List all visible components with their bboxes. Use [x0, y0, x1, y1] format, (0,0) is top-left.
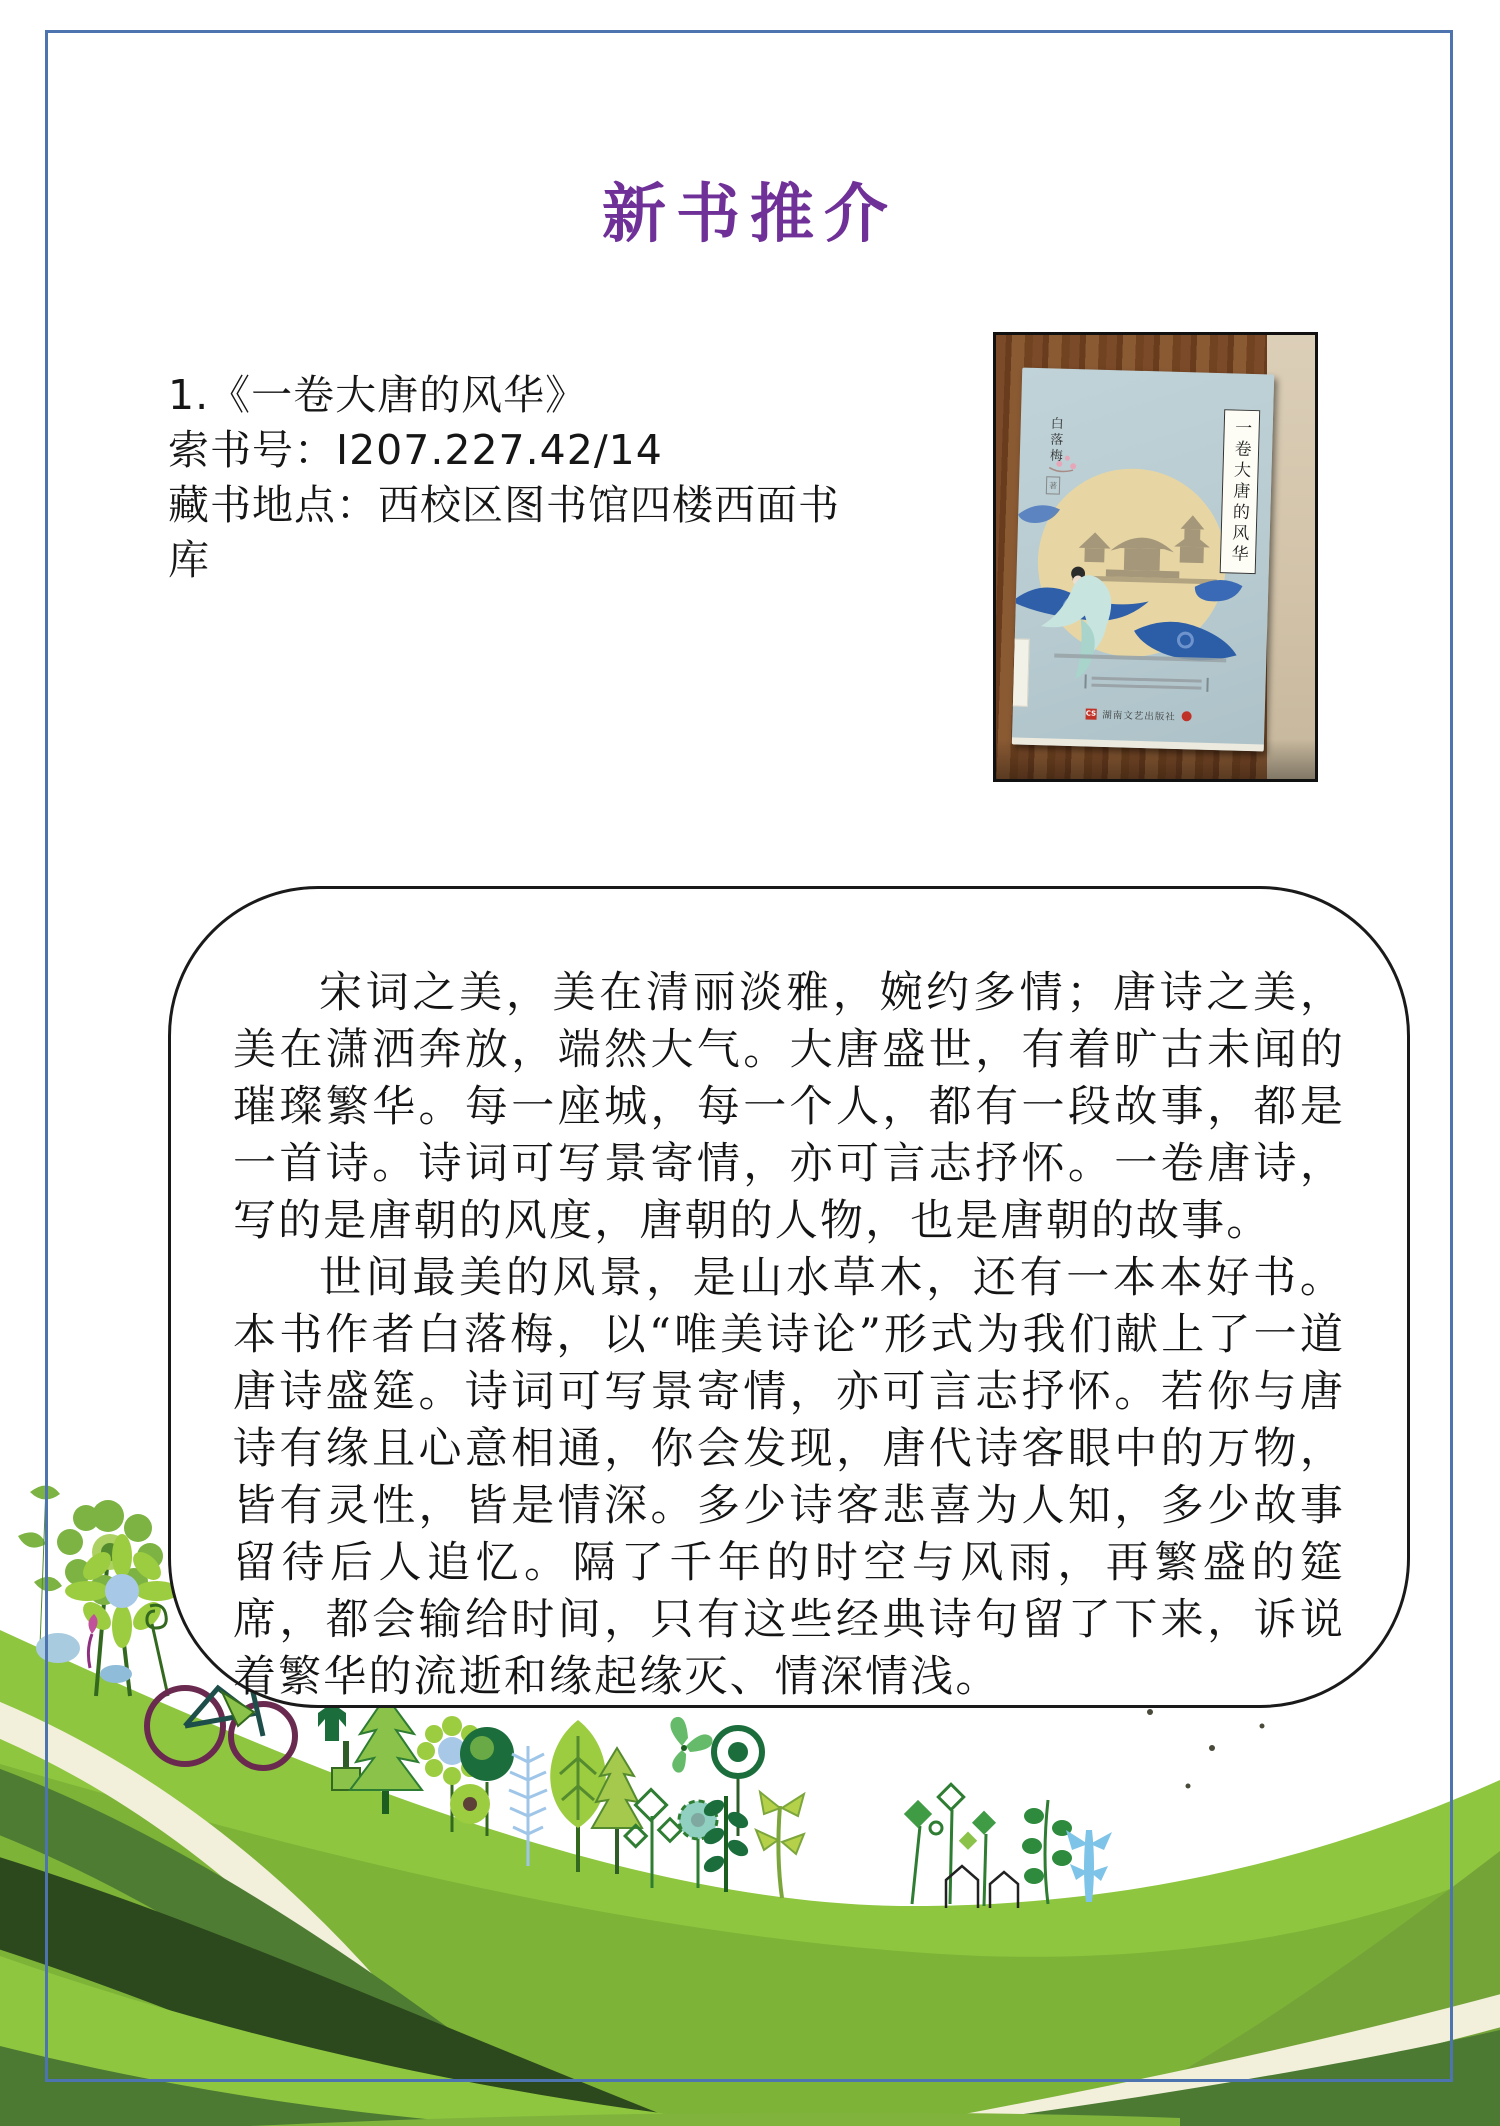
cloud-swirls — [1012, 504, 1245, 661]
cover-author: 白落梅 — [1046, 415, 1063, 465]
light-leaves-plant-icon — [756, 1792, 804, 1898]
call-number-line — [168, 423, 848, 478]
cover-title-box: 一卷大唐的风华 — [1219, 409, 1260, 574]
publisher-seal-icon — [1181, 711, 1191, 721]
leaf-tree-icon — [550, 1720, 606, 1872]
book-photo — [993, 332, 1318, 782]
library-sticker — [1012, 638, 1030, 706]
call-number-label: 索书号： — [168, 426, 336, 474]
book-title-line — [168, 368, 848, 423]
publisher-logo-icon: CS — [1085, 708, 1096, 719]
location-value: 西校区图书馆四楼西面书库 — [168, 481, 840, 584]
page-title: 新书推介 — [602, 177, 898, 252]
location-label: 藏书地点： — [168, 481, 378, 529]
blue-sprout-icon — [1066, 1830, 1112, 1902]
cover-author-suffix: 著 — [1046, 476, 1060, 494]
butterfly-icon — [670, 1717, 712, 1773]
scatter-dots — [1147, 1709, 1265, 1789]
publisher-name: 湖南文艺出版社 — [1101, 709, 1176, 723]
call-number-value: I207.227.42/14 — [336, 426, 663, 474]
description-box — [168, 886, 1410, 1708]
book-cover — [1012, 367, 1274, 751]
book-number: 1. — [168, 371, 210, 419]
location-line — [168, 478, 848, 588]
palace-silhouette — [1072, 511, 1219, 583]
cover-quote-block — [1084, 674, 1209, 691]
book-info — [168, 368, 848, 588]
spiky-flower-icon — [450, 1784, 490, 1824]
woman-figure — [1039, 565, 1112, 679]
book-title: 《一卷大唐的风华》 — [209, 371, 588, 419]
house-outlines-icon — [946, 1866, 1018, 1908]
seed-pod-plant-icon — [701, 1796, 751, 1892]
geometric-plants-icon — [904, 1784, 996, 1906]
light-surface — [1267, 335, 1315, 779]
leaf-sprig-icon — [18, 1485, 62, 1646]
description-paragraph-1: 宋词之美，美在清丽淡雅，婉约多情；唐诗之美，美在潇洒奔放，端然大气。大唐盛世，有着旷古未闻的璀璨繁华。每一座城，每一个人，都有一段故事，都是一首诗。诗词可写景寄情，亦可言志抒怀。一卷唐诗，写的是唐朝的风度，唐朝的人物，也是唐朝的故事。 — [233, 968, 1345, 1246]
description-paragraph-2: 世间最美的风景，是山水草木，还有一本本好书。本书作者白落梅，以“唯美诗论”形式为我们献上了一道唐诗盛筵。诗词可写景寄情，亦可言志抒怀。若你与唐诗有缘且心意相通，你会发现，唐代诗客眼中的万物，皆有灵性，皆是情深。多少诗客悲喜为人知，多少故事留待后人追忆。隔了千年的时空与风雨，再繁盛的筵席，都会输给时间，只有这些经典诗句留了下来，诉说着繁华的流逝和缘起缘灭、情深情浅。 — [233, 1253, 1345, 1702]
round-leaf-sprig-icon — [1022, 1800, 1072, 1904]
